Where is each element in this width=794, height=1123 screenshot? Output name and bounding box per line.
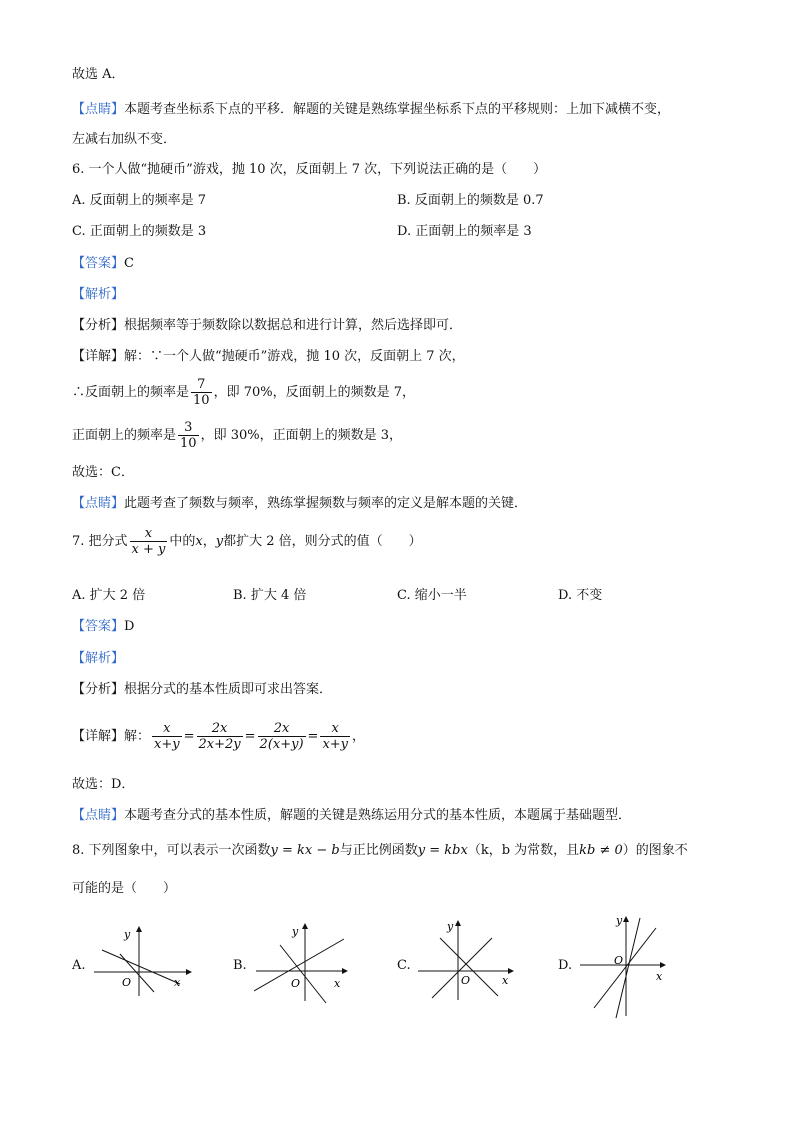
- numerator: 7: [191, 377, 212, 393]
- formula-linear: y = kx − b: [270, 843, 340, 858]
- graph-c: [412, 912, 522, 1004]
- q6-line-freq-front: [72, 419, 402, 453]
- expr-3: [258, 721, 306, 752]
- q7-stem: [72, 525, 422, 559]
- trailing-comma: ，: [352, 729, 366, 744]
- dianjing-text: 本题考查分式的基本性质，解题的关键是熟练运用分式的基本性质，本题属于基础题型．: [124, 808, 632, 823]
- numerator: x: [320, 721, 350, 737]
- q8-option-b-label: B.: [233, 958, 247, 973]
- q6-stem: 6. 一个人做“抛硬币”游戏，抛 10 次，反面朝上 7 次，下列说法正确的是（ ）: [72, 162, 547, 177]
- y-axis-label: y: [616, 914, 623, 927]
- q8-stem: [72, 842, 688, 860]
- expr-2: [197, 721, 243, 752]
- q6-line2-start: ∴反面朝上的频率是: [72, 385, 190, 400]
- q6-option-d: D. 正面朝上的频率是 3: [397, 224, 532, 239]
- numerator: 3: [178, 420, 199, 436]
- graph-b: [250, 915, 360, 1005]
- x-axis-label: x: [502, 974, 509, 987]
- denominator: 10: [180, 436, 197, 451]
- dianjing-tag: 【点睛】: [72, 808, 125, 823]
- q7-option-c: C. 缩小一半: [397, 588, 467, 603]
- var-x: x: [195, 534, 203, 549]
- q6-option-c: C. 正面朝上的频数是 3: [72, 224, 207, 239]
- q6-fenxi: [72, 317, 462, 335]
- graph-a: [88, 920, 198, 1000]
- q8-option-d-label: D.: [558, 958, 573, 973]
- q8-stem-2: 可能的是（ ）: [72, 881, 177, 896]
- q7-option-d: D. 不变: [558, 588, 603, 603]
- dianjing-text: 此题考查了频数与频率，熟练掌握频数与频率的定义是解本题的关键．: [124, 496, 528, 511]
- fenxi-text: 根据分式的基本性质即可求出答案．: [124, 682, 333, 697]
- x-axis-label: x: [656, 970, 663, 983]
- q7-stem-start: 7. 把分式: [72, 534, 128, 549]
- denominator: 2x+2y: [198, 737, 241, 752]
- y-axis-label: y: [124, 928, 131, 941]
- equals: =: [183, 729, 195, 744]
- q8-stem-mid: 与正比例函数: [339, 843, 418, 858]
- y-axis-label: y: [292, 925, 299, 938]
- denominator: 10: [193, 393, 210, 408]
- q7-fenxi: [72, 681, 332, 699]
- answer-value: D: [124, 619, 135, 634]
- q7-xiangjie: [72, 720, 365, 754]
- q6-answer: [72, 255, 134, 273]
- q6-line3-end: ，即 30%，正面朝上的频数是 3，: [200, 428, 402, 443]
- equals: =: [307, 729, 319, 744]
- xiangjie-tag: 【详解】: [72, 729, 125, 744]
- q7-dianjing: [72, 807, 631, 825]
- q7-stem-mid: 中的: [169, 534, 196, 549]
- origin-label: O: [614, 954, 624, 967]
- q8-option-a-label: A.: [72, 958, 86, 973]
- denominator: x+y: [154, 737, 180, 752]
- formula-condition: kb ≠ 0: [579, 843, 623, 858]
- q7-option-b: B. 扩大 4 倍: [233, 588, 307, 603]
- q6-option-a: A. 反面朝上的频率是 7: [72, 193, 207, 208]
- q6-jiexi-tag: 【解析】: [72, 287, 125, 302]
- x-axis-label: x: [174, 976, 181, 989]
- fraction-x-over-x-plus-y: [130, 526, 168, 557]
- xiangjie-tag: 【详解】: [72, 349, 125, 364]
- fenxi-text: 根据频率等于频数除以数据总和进行计算，然后选择即可．: [124, 318, 463, 333]
- answer-tag: 【答案】: [72, 619, 125, 634]
- q6-guxuan: 故选：C．: [72, 465, 134, 480]
- q8-stem-cond: （k，b 为常数，且: [467, 843, 580, 858]
- equals: =: [244, 729, 256, 744]
- y-axis-label: y: [447, 920, 454, 933]
- q7-answer: [72, 618, 134, 636]
- denominator: x+y: [322, 737, 349, 752]
- q7-guxuan: 故选：D．: [72, 777, 135, 792]
- x-axis-label: x: [334, 977, 341, 990]
- prev-dianjing-line: [72, 101, 670, 119]
- origin-label: O: [291, 977, 301, 990]
- dianjing-text: 本题考查坐标系下点的平移．解题的关键是熟练掌握坐标系下点的平移规则：上加下减横不变，: [124, 102, 671, 117]
- numerator: 2x: [197, 721, 243, 737]
- expr-4: [320, 721, 350, 752]
- dianjing-tag: 【点睛】: [72, 102, 125, 117]
- numerator: x: [130, 526, 168, 542]
- q6-line3-start: 正面朝上的频率是: [72, 428, 177, 443]
- graph-d: [574, 908, 674, 1020]
- prev-dianjing-line-2: 左减右加纵不变．: [72, 132, 177, 147]
- q6-dianjing: [72, 495, 527, 513]
- fenxi-tag: 【分析】: [72, 318, 125, 333]
- q7-option-a: A. 扩大 2 倍: [72, 588, 146, 603]
- q8-option-c-label: C.: [397, 958, 411, 973]
- q6-line2-end: ，即 70%，反面朝上的频数是 7，: [213, 385, 415, 400]
- q8-stem-start: 8. 下列图象中，可以表示一次函数: [72, 843, 271, 858]
- answer-tag: 【答案】: [72, 256, 125, 271]
- q6-line-freq-back: [72, 376, 415, 410]
- numerator: x: [152, 721, 182, 737]
- q8-stem-end: ）的图象不: [622, 843, 688, 858]
- var-y: y: [215, 534, 224, 549]
- q6-xiangjie: [72, 348, 465, 366]
- origin-label: O: [122, 976, 132, 989]
- xiangjie-text: 解：: [124, 729, 151, 744]
- numerator: 2x: [258, 721, 306, 737]
- q7-jiexi-tag: 【解析】: [72, 651, 125, 666]
- expr-1: [152, 721, 182, 752]
- denominator: x + y: [131, 542, 166, 557]
- prev-answer-line: 故选 A．: [72, 67, 125, 82]
- denominator: 2(x+y): [259, 737, 304, 752]
- dianjing-tag: 【点睛】: [72, 496, 125, 511]
- xiangjie-text: 解：∵一个人做“抛硬币”游戏，抛 10 次，反面朝上 7 次，: [124, 349, 465, 364]
- fenxi-tag: 【分析】: [72, 682, 125, 697]
- q7-stem-end: 都扩大 2 倍，则分式的值（ ）: [223, 534, 422, 549]
- q7-comma: ，: [202, 534, 216, 549]
- formula-proportional: y = kbx: [417, 843, 468, 858]
- answer-value: C: [124, 256, 134, 271]
- fraction-7-10: [191, 377, 212, 408]
- q6-option-b: B. 反面朝上的频数是 0.7: [397, 193, 544, 208]
- fraction-3-10: [178, 420, 199, 451]
- origin-label: O: [461, 974, 471, 987]
